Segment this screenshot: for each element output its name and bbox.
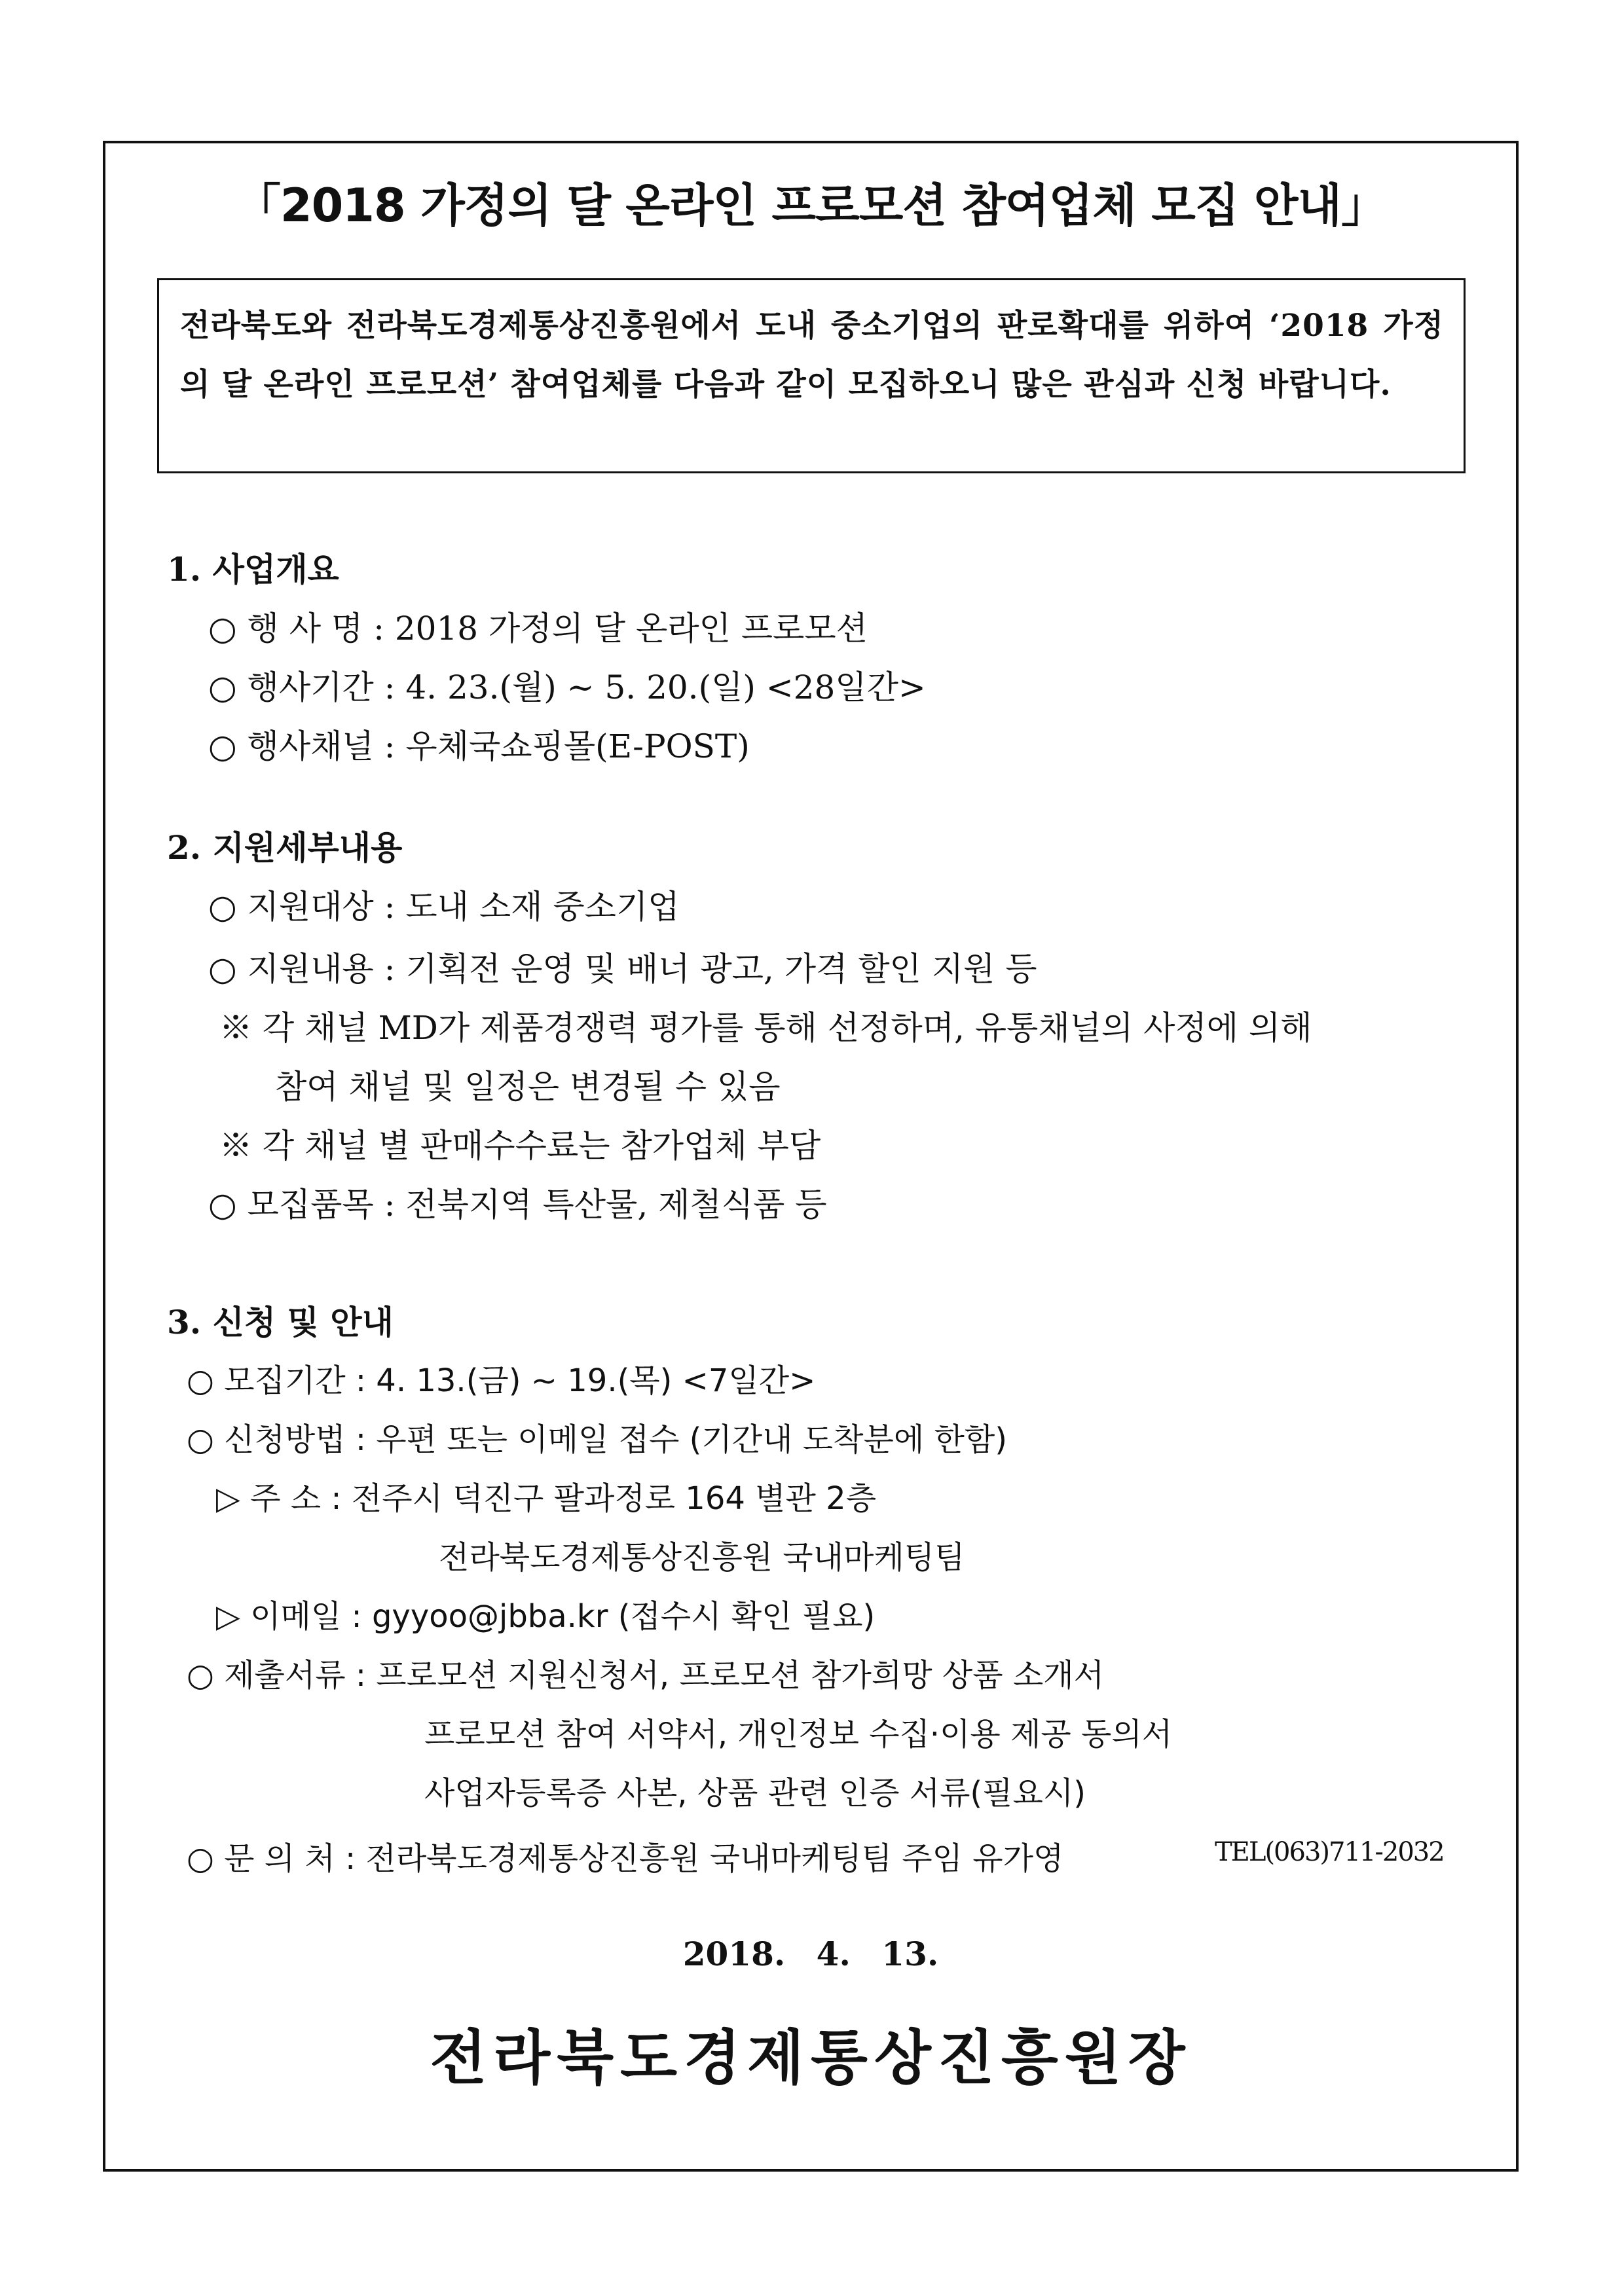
contact-item: ○ 문 의 처 : 전라북도경제통상진흥원 국내마케팅팀 주임 유가영 [187,1840,1064,1877]
signature: 전라북도경제통상진흥원장 [430,2023,1192,2092]
email-item: ▷ 이메일 : gyyoo@jbba.kr (접수시 확인 필요) [216,1598,876,1635]
event-name-item: ○ 행 사 명 : 2018 가정의 달 온라인 프로모션 [208,610,868,647]
support-content-item: ○ 지원내용 : 기획전 운영 및 배너 광고, 가격 할인 지원 등 [208,950,1037,988]
event-period-item: ○ 행사기간 : 4. 23.(월) ~ 5. 20.(일) <28일간> [208,668,926,706]
note-selection: ※ 각 채널 MD가 제품경쟁력 평가를 통해 선정하며, 유통채널의 사정에 의해 [219,1009,1312,1047]
note-selection-cont: 참여 채널 및 일정은 변경될 수 있음 [275,1068,781,1106]
address-item: ▷ 주 소 : 전주시 덕진구 팔과정로 164 별관 2층 [216,1480,877,1517]
intro-box: 전라북도와 전라북도경제통상진흥원에서 도내 중소기업의 판로확대를 위하여 ‘2018 가정의 달 온라인 프로모션’ 참여업체를 다음과 같이 모집하오니 많은 관심과 신청 바랍니다. [157,278,1466,473]
section1-heading: 1. 사업개요 [167,550,339,589]
note-fee: ※ 각 채널 별 판매수수료는 참가업체 부담 [219,1127,821,1165]
recruit-period-item: ○ 모집기간 : 4. 13.(금) ~ 19.(목) <7일간> [187,1362,816,1399]
event-channel-item: ○ 행사채널 : 우체국쇼핑몰(E-POST) [208,727,750,765]
apply-method-item: ○ 신청방법 : 우편 또는 이메일 접수 (기간내 도착분에 한함) [187,1421,1007,1458]
section2-heading: 2. 지원세부내용 [167,828,403,867]
documents-cont-1: 프로모션 참여 서약서, 개인정보 수집·이용 제공 동의서 [424,1716,1173,1753]
section3-heading: 3. 신청 및 안내 [167,1303,394,1341]
address-team: 전라북도경제통상진흥원 국내마케팅팀 [439,1539,965,1576]
documents-cont-2: 사업자등록증 사본, 상품 관련 인증 서류(필요시) [424,1775,1086,1812]
support-target-item: ○ 지원대상 : 도내 소재 중소기업 [208,888,680,926]
documents-item: ○ 제출서류 : 프로모션 지원신청서, 프로모션 참가희망 상품 소개서 [187,1657,1104,1694]
contact-phone: TEL(063)711-2032 [1215,1837,1444,1867]
document-title: 「2018 가정의 달 온라인 프로모션 참여업체 모집 안내」 [234,179,1387,232]
recruit-items-item: ○ 모집품목 : 전북지역 특산물, 제철식품 등 [208,1186,827,1224]
document-date: 2018. 4. 13. [682,1935,939,1973]
